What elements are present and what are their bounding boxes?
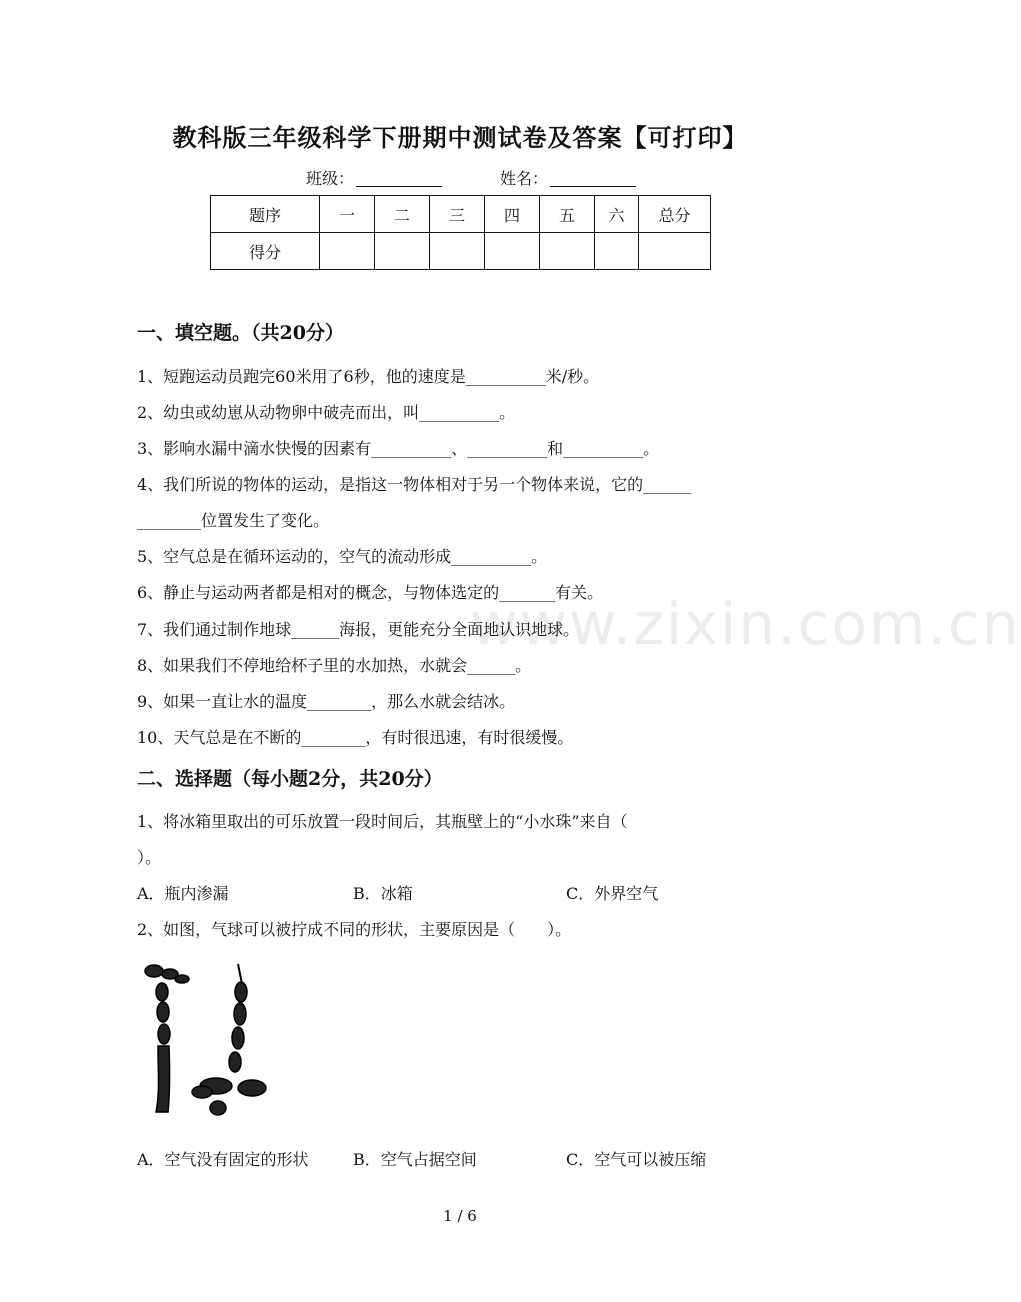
score-cell bbox=[485, 233, 540, 270]
option-b: B．冰箱 bbox=[353, 884, 413, 903]
score-header-cell: 五 bbox=[540, 196, 595, 233]
option-a: A．瓶内渗漏 bbox=[137, 884, 229, 903]
class-label: 班级： bbox=[306, 169, 355, 188]
score-cell bbox=[595, 233, 639, 270]
score-cell bbox=[430, 233, 485, 270]
fill-question: 1、短跑运动员跑完60米用了6秒，他的速度是__________米/秒。 bbox=[137, 367, 600, 386]
name-blank bbox=[550, 170, 636, 187]
option-a: A．空气没有固定的形状 bbox=[137, 1150, 309, 1169]
fill-question: 7、我们通过制作地球______海报，更能充分全面地认识地球。 bbox=[137, 620, 580, 639]
score-table-score-row bbox=[211, 233, 711, 270]
page-number: 1 / 6 bbox=[443, 1207, 477, 1225]
class-blank bbox=[356, 170, 442, 187]
name-label: 姓名： bbox=[500, 169, 549, 188]
fill-question: 3、影响水漏中滴水快慢的因素有__________、__________和__________。 bbox=[137, 439, 660, 458]
score-header-cell: 二 bbox=[375, 196, 430, 233]
score-header-cell: 一 bbox=[320, 196, 375, 233]
document-title: 教科版三年级科学下册期中测试卷及答案【可打印】 bbox=[172, 123, 748, 152]
score-table bbox=[210, 195, 711, 270]
choice-question: 1、将冰箱里取出的可乐放置一段时间后，其瓶壁上的“小水珠”来自（ bbox=[137, 812, 628, 831]
score-header-cell: 六 bbox=[595, 196, 639, 233]
name-field bbox=[500, 166, 636, 189]
score-row-label: 得分 bbox=[211, 233, 320, 270]
score-cell bbox=[375, 233, 430, 270]
fill-question-continuation: ________位置发生了变化。 bbox=[137, 511, 330, 530]
fill-question: 2、幼虫或幼崽从动物卵中破壳而出，叫__________。 bbox=[137, 403, 516, 422]
option-c: C．外界空气 bbox=[566, 884, 659, 903]
fill-question: 9、如果一直让水的温度________，那么水就会结冰。 bbox=[137, 692, 516, 711]
fill-question: 8、如果我们不停地给杯子里的水加热，水就会______。 bbox=[137, 656, 532, 675]
fill-question: 4、我们所说的物体的运动，是指这一物体相对于另一个物体来说，它的______ bbox=[137, 475, 692, 494]
choice-question-continuation: ）。 bbox=[137, 848, 162, 867]
score-header-cell: 三 bbox=[430, 196, 485, 233]
option-b: B．空气占据空间 bbox=[353, 1150, 477, 1169]
score-header-cell: 总分 bbox=[639, 196, 711, 233]
fill-question: 6、静止与运动两者都是相对的概念，与物体选定的_______有关。 bbox=[137, 583, 604, 602]
score-cell bbox=[540, 233, 595, 270]
score-cell bbox=[320, 233, 375, 270]
score-cell bbox=[639, 233, 711, 270]
fill-question: 10、天气总是在不断的________，有时很迅速，有时很缓慢。 bbox=[137, 728, 574, 747]
score-table-header-row bbox=[211, 196, 711, 233]
fill-question: 5、空气总是在循环运动的，空气的流动形成__________。 bbox=[137, 547, 548, 566]
score-header-cell: 题序 bbox=[211, 196, 320, 233]
option-c: C．空气可以被压缩 bbox=[566, 1150, 707, 1169]
class-field bbox=[306, 166, 442, 189]
twisted-balloon-figure bbox=[140, 962, 270, 1120]
section1-heading: 一、填空题。（共20分） bbox=[137, 322, 344, 344]
watermark: www.zixin.com.cn bbox=[470, 590, 1021, 658]
choice-question: 2、如图，气球可以被拧成不同的形状，主要原因是（ ）。 bbox=[137, 920, 572, 939]
section2-heading: 二、选择题（每小题2分，共20分） bbox=[137, 768, 443, 790]
score-header-cell: 四 bbox=[485, 196, 540, 233]
